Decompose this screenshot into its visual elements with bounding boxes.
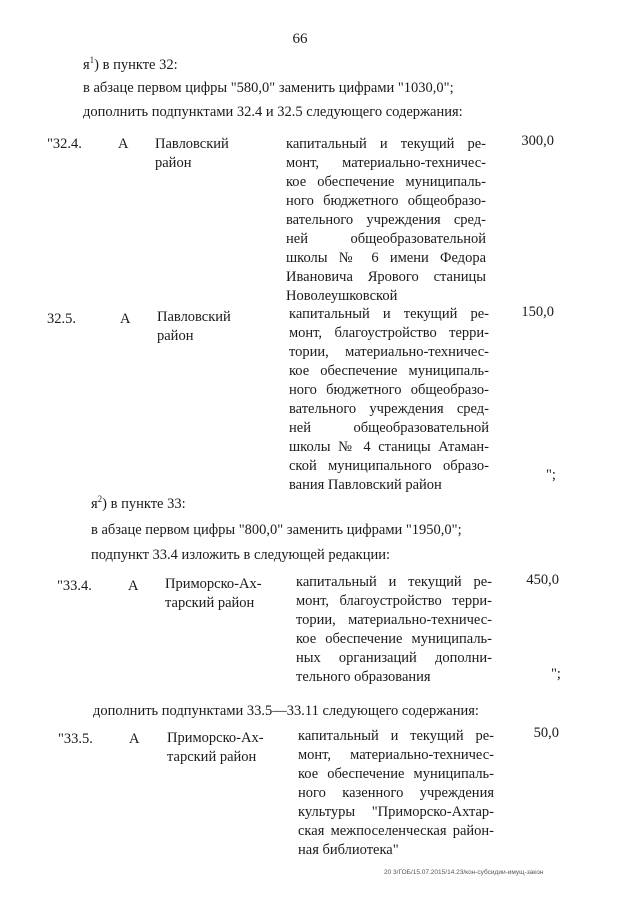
row-category: А: [129, 731, 140, 747]
row-description: [286, 135, 486, 306]
row-number: "33.4.: [57, 578, 92, 594]
row-value: 450,0: [526, 572, 559, 588]
description-line: тории, материально-техничес-: [289, 344, 489, 360]
paragraph-replace-33: в абзаце первом цифры "800,0" заменить цифрами "1950,0";: [91, 522, 462, 538]
description-line: капитальный и текущий ре-: [296, 574, 492, 590]
footer-filepath: 20 3/ГОБ/15.07.2015/14.23/кон-субсидии-имущ-закон: [384, 869, 544, 876]
description-line: школы № 4 станицы Атаман-: [289, 439, 489, 455]
description-line: школы № 6 имени Федора: [286, 250, 486, 266]
row-number: "33.5.: [58, 731, 93, 747]
row-description: [298, 727, 494, 860]
district-line: тарский район: [165, 595, 255, 611]
district-line: район: [157, 328, 194, 344]
description-line: монт, материально-техничес-: [286, 155, 486, 171]
paragraph-add-32: дополнить подпунктами 32.4 и 32.5 следующего содержания:: [83, 104, 463, 120]
description-line: монт, благоустройство терри-: [296, 593, 492, 609]
row-district: [157, 308, 231, 346]
section-heading-32: $я^1$) в пункте 32:: [83, 55, 178, 73]
district-line: Приморско-Ах-: [165, 576, 262, 592]
description-line: ная библиотека": [298, 842, 399, 858]
description-line: ней общеобразовательной: [286, 231, 486, 247]
row-description: [289, 305, 489, 495]
closing-quote: ";: [551, 666, 561, 682]
row-value: 300,0: [521, 133, 554, 149]
row-district: [155, 135, 229, 173]
row-value: 150,0: [521, 304, 554, 320]
row-category: А: [118, 136, 129, 152]
description-line: вательного учреждения сред-: [289, 401, 489, 417]
description-line: ных организаций дополни-: [296, 650, 492, 666]
description-line: ного бюджетного общеобразо-: [289, 382, 489, 398]
row-value: 50,0: [533, 725, 559, 741]
description-line: капитальный и текущий ре-: [286, 136, 486, 152]
description-line: тории, материально-техничес-: [296, 612, 492, 628]
district-line: район: [155, 155, 192, 171]
row-category: А: [128, 578, 139, 594]
description-line: ней общеобразовательной: [289, 420, 489, 436]
row-description: [296, 573, 492, 687]
description-line: кое обеспечение муниципаль-: [298, 766, 494, 782]
description-line: ного бюджетного общеобразо-: [286, 193, 486, 209]
description-line: кое обеспечение муниципаль-: [296, 631, 492, 647]
description-line: Новолеушковской: [286, 288, 398, 304]
closing-quote: ";: [546, 467, 556, 483]
row-number: 32.5.: [47, 311, 76, 327]
description-line: ской муниципального образо-: [289, 458, 489, 474]
description-line: ская межпоселенческая район-: [298, 823, 494, 839]
paragraph-replace-32: в абзаце первом цифры "580,0" заменить цифрами "1030,0";: [83, 80, 454, 96]
description-line: вания Павловский район: [289, 477, 442, 493]
row-district: [165, 575, 262, 613]
district-line: Приморско-Ах-: [167, 730, 264, 746]
district-line: Павловский: [157, 309, 231, 325]
description-line: монт, благоустройство терри-: [289, 325, 489, 341]
row-category: А: [120, 311, 131, 327]
description-line: капитальный и текущий ре-: [289, 306, 489, 322]
row-district: [167, 729, 264, 767]
description-line: монт, материально-техничес-: [298, 747, 494, 763]
district-line: Павловский: [155, 136, 229, 152]
description-line: кое обеспечение муниципаль-: [286, 174, 486, 190]
description-line: тельного образования: [296, 669, 431, 685]
page-number: 66: [292, 31, 308, 47]
paragraph-add-33: дополнить подпунктами 33.5—33.11 следующего содержания:: [93, 703, 479, 719]
section-heading-33: $я^2$) в пункте 33:: [91, 494, 186, 512]
description-line: Ивановича Ярового станицы: [286, 269, 486, 285]
district-line: тарский район: [167, 749, 257, 765]
description-line: капитальный и текущий ре-: [298, 728, 494, 744]
row-number: "32.4.: [47, 136, 82, 152]
description-line: ного казенного учреждения: [298, 785, 494, 801]
paragraph-edit-33-4: подпункт 33.4 изложить в следующей редакции:: [91, 547, 391, 563]
description-line: культуры "Приморско-Ахтар-: [298, 804, 494, 820]
description-line: вательного учреждения сред-: [286, 212, 486, 228]
description-line: кое обеспечение муниципаль-: [289, 363, 489, 379]
